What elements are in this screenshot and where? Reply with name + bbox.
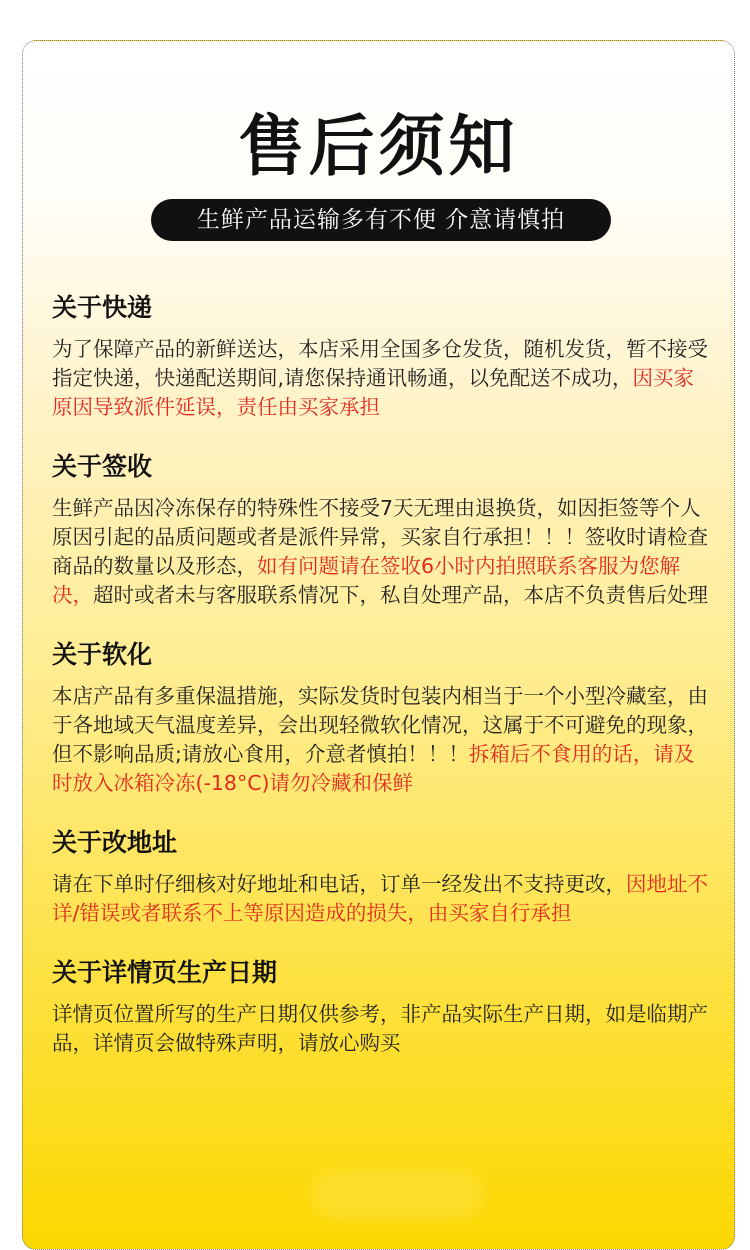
section-heading: 关于快递 [52,293,153,322]
body-text: 为了保障产品的新鲜送达，本店采用全国多仓发货，随机发货，暂不接受指定快递，快递配送期间,请您保持通讯畅通，以免配送不成功， [52,337,708,390]
section-heading: 关于签收 [52,452,153,481]
highlighted-text: 如有问题请在签收6小时内拍照联系客服为您解决， [52,554,681,607]
section-body [52,870,712,928]
body-text: 超时或者未与客服联系情况下，私自处理产品，本店不负责售后处理 [93,583,708,607]
section-body [52,1000,712,1058]
section-heading: 关于软化 [52,640,153,669]
section-heading: 关于详情页生产日期 [52,958,278,987]
after-sales-notice-card [22,40,735,1250]
highlighted-text: 因买家原因导致派件延误，责任由买家承担 [52,366,695,419]
notice-section [52,956,712,1058]
section-heading: 关于改地址 [52,828,178,857]
body-text: 详情页位置所写的生产日期仅供参考，非产品实际生产日期，如是临期产品，详情页会做特殊声明，请放心购买 [52,1002,708,1055]
section-body [52,494,712,610]
body-text: 请在下单时仔细核对好地址和电话，订单一经发出不支持更改， [52,872,626,896]
notice-section [52,450,712,610]
notice-section [52,826,712,928]
notice-section [52,291,712,422]
highlighted-text: 因地址不详/错误或者联系不上等原因造成的损失，由买家自行承担 [52,872,708,925]
notice-sections [52,291,712,1086]
notice-section [52,638,712,798]
body-text: 本店产品有多重保温措施，实际发货时包装内相当于一个小型冷藏室，由于各地域天气温度差异，会出现轻微软化情况，这属于不可避免的现象，但不影响品质;请放心食用，介意者慎拍！！！ [52,684,708,766]
section-body [52,335,712,422]
page-title: 售后须知 [238,108,519,185]
body-text: 生鲜产品因冷冻保存的特殊性不接受7天无理由退换货，如因拒签等个人原因引起的品质问题或者是派件异常，买家自行承担！！！签收时请检查商品的数量以及形态， [52,496,708,578]
watermark [313,1171,483,1221]
subtitle-banner: 生鲜产品运输多有不便 介意请慎拍 [151,199,611,241]
highlighted-text: 拆箱后不食用的话，请及时放入冰箱冷冻(-18°C)请勿冷藏和保鲜 [52,742,695,795]
section-body [52,682,712,798]
